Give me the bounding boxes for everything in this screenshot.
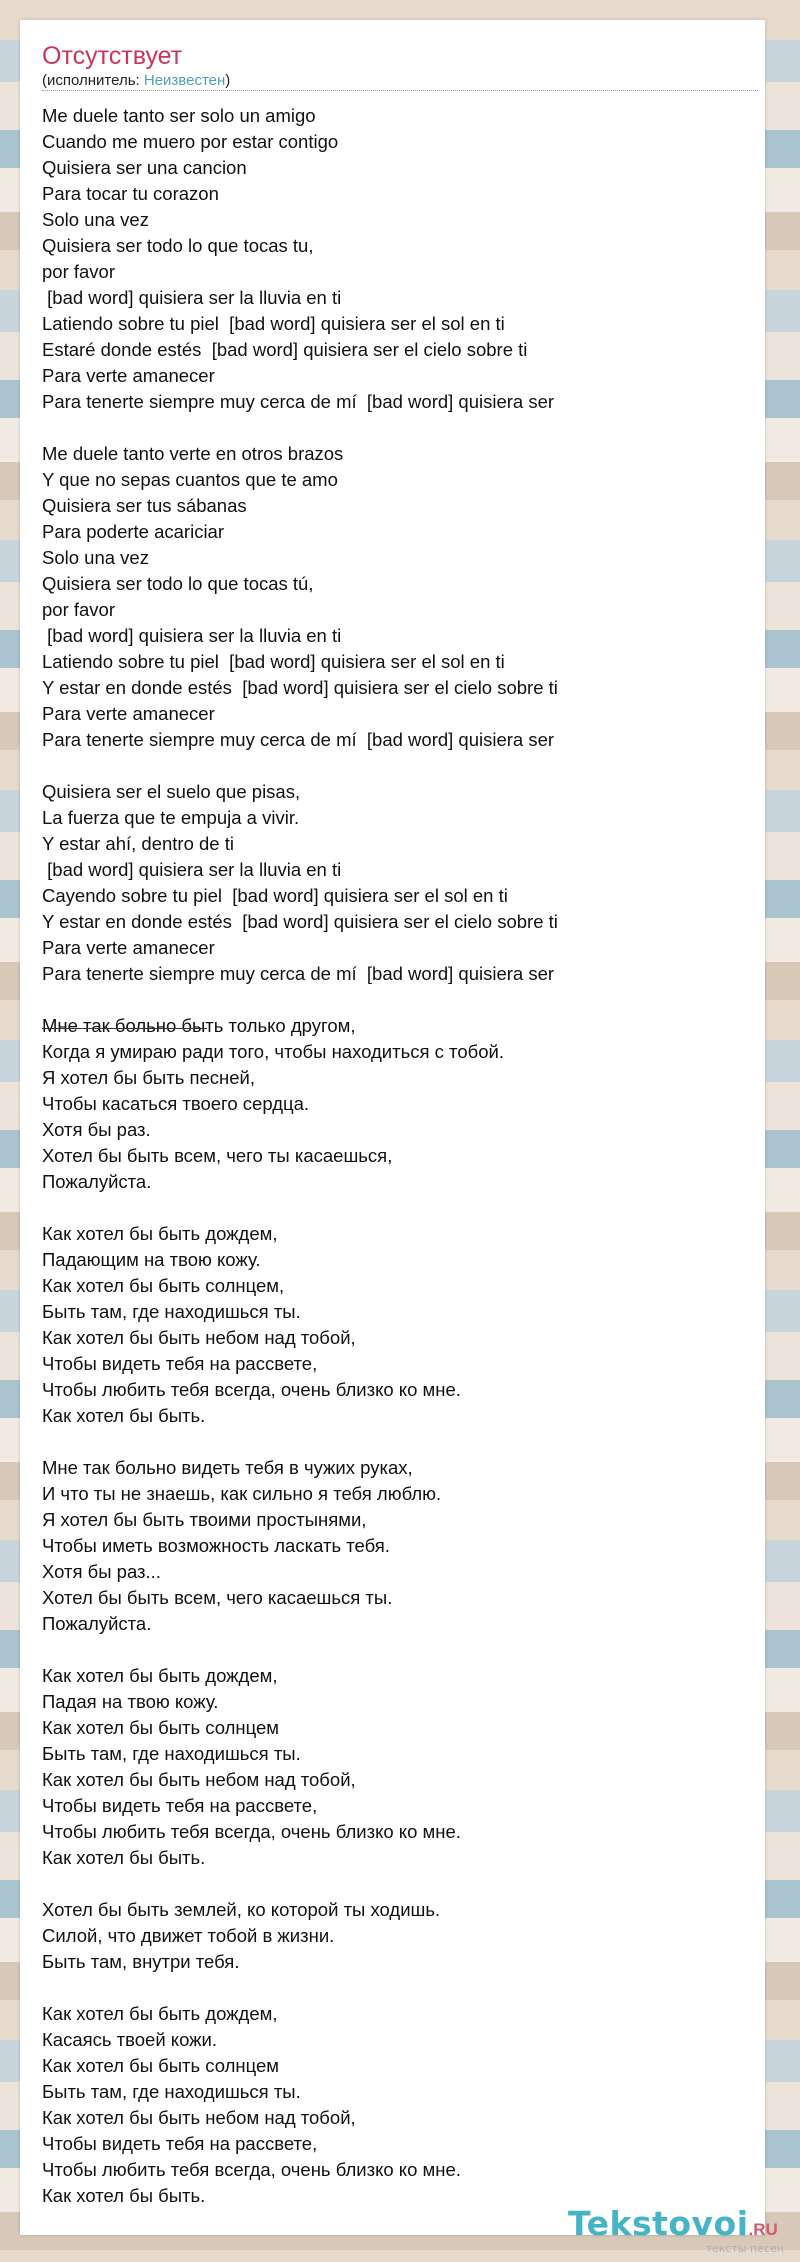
- lyric-line: Быть там, где находишься ты.: [42, 2081, 301, 2102]
- site-logo[interactable]: [568, 2204, 798, 2256]
- lyric-line: Para tenerte siempre muy cerca de mí [bad word] quisiera ser: [42, 729, 555, 750]
- lyric-line: por favor: [42, 261, 116, 282]
- song-subtitle: [42, 72, 230, 89]
- lyric-line: Хотел бы быть всем, чего ты касаешься,: [42, 1145, 393, 1166]
- lyric-line: Cuando me muero por estar contigo: [42, 131, 339, 152]
- lyric-line: Y estar en donde estés [bad word] quisiera ser el cielo sobre ti: [42, 911, 558, 932]
- lyric-line: Quisiera ser tus sábanas: [42, 495, 247, 516]
- lyric-line: Чтобы любить тебя всегда, очень близко ко мне.: [42, 1821, 461, 1842]
- lyric-line: [bad word] quisiera ser la lluvia en ti: [42, 859, 342, 880]
- lyric-line: Когда я умираю ради того, чтобы находиться с тобой.: [42, 1041, 504, 1062]
- lyric-line: Cayendo sobre tu piel [bad word] quisiera ser el sol en ti: [42, 885, 508, 906]
- logo-tld: .RU: [748, 2220, 778, 2239]
- lyric-line: [42, 415, 757, 441]
- lyric-line: Как хотел бы быть солнцем: [42, 1717, 280, 1738]
- lyric-line: por favor: [42, 599, 116, 620]
- lyric-line: Силой, что движет тобой в жизни.: [42, 1925, 335, 1946]
- lyric-line: Para poderte acariciar: [42, 521, 225, 542]
- lyrics-card: [20, 20, 784, 2255]
- lyric-line: Y estar ahí, dentro de ti: [42, 833, 234, 854]
- lyric-line: Хотя бы раз.: [42, 1119, 151, 1140]
- lyric-line: Y que no sepas cuantos que te amo: [42, 469, 338, 490]
- lyric-line: Быть там, где находишься ты.: [42, 1743, 301, 1764]
- lyric-line: Падающим на твою кожу.: [42, 1249, 261, 1270]
- song-title: Отсутствует: [42, 42, 183, 70]
- lyric-line: [bad word] quisiera ser la lluvia en ti: [42, 625, 342, 646]
- lyric-line: Быть там, где находишься ты.: [42, 1301, 301, 1322]
- lyric-line: La fuerza que te empuja a vivir.: [42, 807, 300, 828]
- lyric-line: Me duele tanto verte en otros brazos: [42, 443, 344, 464]
- artist-link[interactable]: Неизвестен: [143, 72, 226, 89]
- lyric-line: Хотел бы быть землей, ко которой ты ходишь.: [42, 1899, 441, 1920]
- lyric-line: Чтобы видеть тебя на рассвете,: [42, 2133, 318, 2154]
- lyric-line: Как хотел бы быть.: [42, 1405, 206, 1426]
- lyric-line: Как хотел бы быть солнцем,: [42, 1275, 285, 1296]
- lyric-line: Latiendo sobre tu piel [bad word] quisiera ser el sol en ti: [42, 651, 505, 672]
- lyric-line: Чтобы любить тебя всегда, очень близко ко мне.: [42, 2159, 461, 2180]
- lyrics-body: [42, 103, 757, 2209]
- lyric-line: Как хотел бы быть дождем,: [42, 1665, 278, 1686]
- lyric-line: Latiendo sobre tu piel [bad word] quisiera ser el sol en ti: [42, 313, 505, 334]
- lyric-line: Para verte amanecer: [42, 365, 215, 386]
- lyric-line: Как хотел бы быть.: [42, 1847, 206, 1868]
- lyrics-russian: [42, 1013, 757, 2209]
- lyric-line: Para tenerte siempre muy cerca de mí [bad word] quisiera ser: [42, 391, 555, 412]
- lyric-line: [42, 1429, 757, 1455]
- lyric-line: [42, 753, 757, 779]
- lyric-line: Касаясь твоей кожи.: [42, 2029, 218, 2050]
- logo-tagline: тексты песен: [705, 2242, 784, 2255]
- lyric-line: Para verte amanecer: [42, 937, 215, 958]
- lyric-line: Чтобы видеть тебя на рассвете,: [42, 1795, 318, 1816]
- lyric-line: Me duele tanto ser solo un amigo: [42, 105, 316, 126]
- lyric-line: [42, 1871, 757, 1897]
- subtitle-prefix: (исполнитель:: [42, 72, 144, 89]
- lyric-line: Чтобы видеть тебя на рассвете,: [42, 1353, 318, 1374]
- lyrics-spanish: [42, 103, 757, 987]
- lyric-line: Хотел бы быть всем, чего касаешься ты.: [42, 1587, 393, 1608]
- lyric-line: Quisiera ser todo lo que tocas tú,: [42, 573, 314, 594]
- lyric-line: Пожалуйста.: [42, 1171, 152, 1192]
- lyric-line: [42, 1195, 757, 1221]
- header-divider: [42, 90, 758, 91]
- lyric-line: Мне так больно видеть тебя в чужих руках,: [42, 1457, 413, 1478]
- lyric-line: Быть там, внутри тебя.: [42, 1951, 240, 1972]
- logo-name: Tekstovoi: [568, 2204, 749, 2243]
- lyric-line: Как хотел бы быть небом над тобой,: [42, 1769, 356, 1790]
- lyric-line: Quisiera ser todo lo que tocas tu,: [42, 235, 314, 256]
- lyric-line: Чтобы иметь возможность ласкать тебя.: [42, 1535, 390, 1556]
- lyric-line: Para tocar tu corazon: [42, 183, 219, 204]
- lyric-line: Quisiera ser una cancion: [42, 157, 247, 178]
- lyric-line: Quisiera ser el suelo que pisas,: [42, 781, 301, 802]
- lyric-line: Как хотел бы быть.: [42, 2185, 206, 2206]
- translation-separator: [42, 1028, 207, 1029]
- lyric-line: Я хотел бы быть песней,: [42, 1067, 256, 1088]
- lyric-line: Мне так больно быть только другом,: [42, 1015, 356, 1036]
- lyric-line: [42, 1637, 757, 1663]
- lyric-line: Para verte amanecer: [42, 703, 215, 724]
- lyric-line: [bad word] quisiera ser la lluvia en ti: [42, 287, 342, 308]
- lyric-line: Как хотел бы быть дождем,: [42, 1223, 278, 1244]
- lyric-line: Solo una vez: [42, 209, 149, 230]
- lyric-line: Как хотел бы быть дождем,: [42, 2003, 278, 2024]
- lyric-line: Как хотел бы быть небом над тобой,: [42, 2107, 356, 2128]
- lyric-line: Solo una vez: [42, 547, 149, 568]
- lyric-line: И что ты не знаешь, как сильно я тебя люблю.: [42, 1483, 442, 1504]
- lyric-line: Падая на твою кожу.: [42, 1691, 219, 1712]
- lyric-line: Как хотел бы быть солнцем: [42, 2055, 280, 2076]
- lyric-line: Estaré donde estés [bad word] quisiera ser el cielo sobre ti: [42, 339, 528, 360]
- lyric-line: Пожалуйста.: [42, 1613, 152, 1634]
- lyric-line: Para tenerte siempre muy cerca de mí [bad word] quisiera ser: [42, 963, 555, 984]
- subtitle-suffix: ): [225, 72, 231, 89]
- lyric-line: Как хотел бы быть небом над тобой,: [42, 1327, 356, 1348]
- lyric-line: Хотя бы раз...: [42, 1561, 161, 1582]
- lyrics-gap: [42, 987, 757, 1013]
- lyric-line: Я хотел бы быть твоими простынями,: [42, 1509, 367, 1530]
- lyric-line: [42, 1975, 757, 2001]
- lyric-line: Чтобы касаться твоего сердца.: [42, 1093, 310, 1114]
- lyric-line: Чтобы любить тебя всегда, очень близко ко мне.: [42, 1379, 461, 1400]
- lyric-line: Y estar en donde estés [bad word] quisiera ser el cielo sobre ti: [42, 677, 558, 698]
